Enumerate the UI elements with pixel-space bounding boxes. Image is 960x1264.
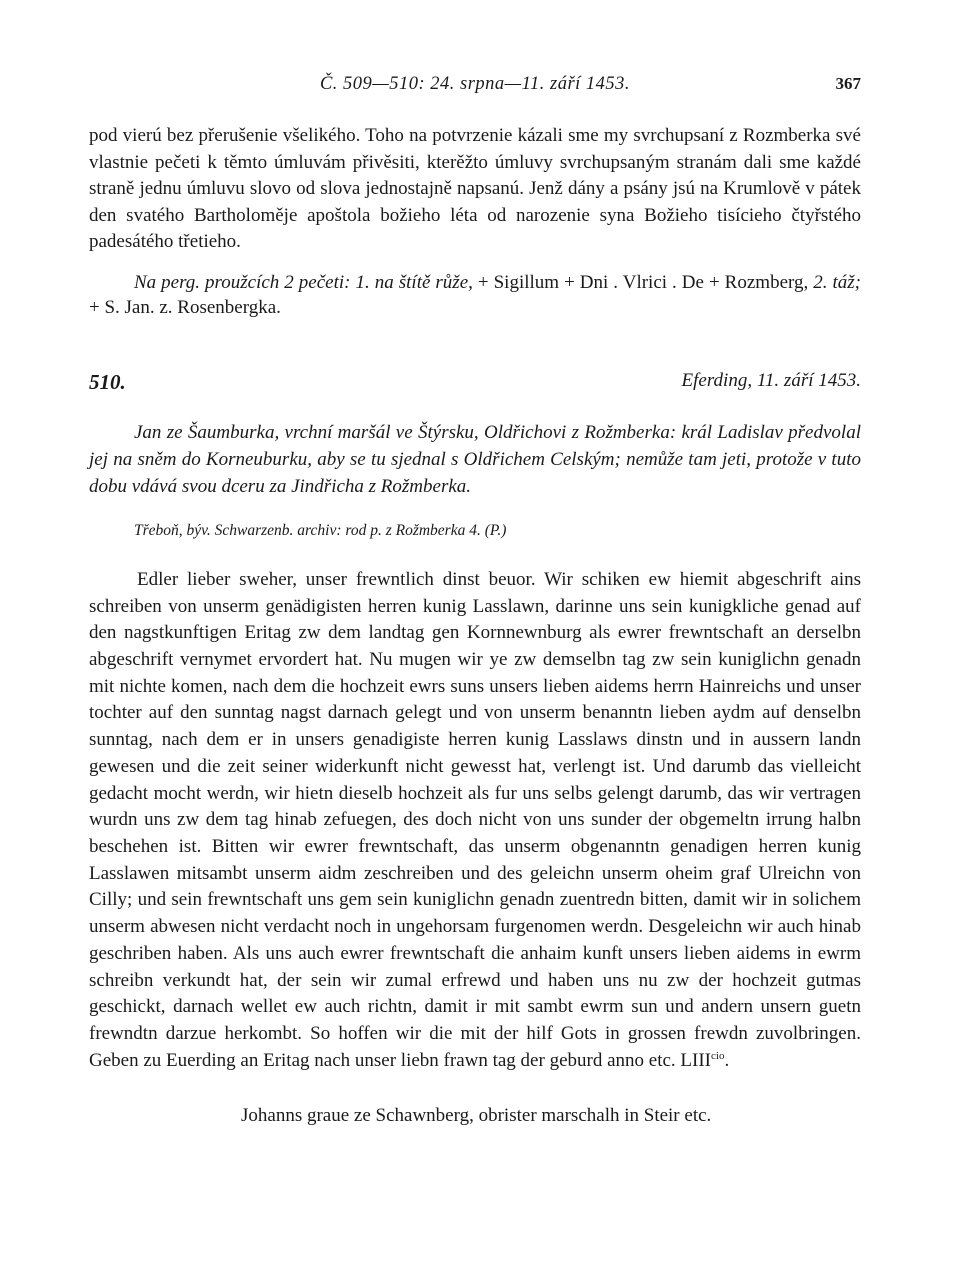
document-source: Třeboň, býv. Schwarzenb. archiv: rod p. z Rožmberka 4. (P.) (134, 521, 507, 539)
running-head (89, 74, 861, 104)
seal-note-part3: 2. táž; (813, 271, 862, 293)
running-head-title: Č. 509—510: 24. srpna—11. září 1453. (319, 74, 631, 94)
seal-note-part2: + Sigillum + Dni . Vlrici . De + Rozmberg, (472, 271, 814, 293)
date-superscript: cio (711, 1049, 725, 1062)
previous-document-text: pod vierú bez přerušenie všelikého. Toho na potvrzenie kázali sme my svrchupsaní z Rozmberka své vlastnie pečeti k těmto úmluvám přivěsiti, kterěžto úmluvy svrchupsaným stranám dali sme každé straně jednu úmluvu slovo od slova jednostajně napsanú. Jenž dány a psány jsú na Krumlově v pátek den svatého Bartholoměje apoštola božieho léta od narozenie syna Božieho tisícieho čtyřstého padesátého třetieho. (89, 125, 861, 253)
date-end: . (724, 1049, 730, 1071)
document-regest: Jan ze Šaumburka, vrchní maršál ve Štýrsku, Oldřichovi z Rožmberka: král Ladislav předvolal jej na sněm do Korneuburku, aby se tu sjednal s Oldřichem Celským; nemůže tam jeti, protože v tuto dobu vdává svou dceru za Jindřicha z Rožmberka. (89, 421, 861, 497)
document-page (89, 74, 880, 1129)
document-heading (89, 370, 861, 398)
document-body-text: Edler lieber sweher, unser frewntlich dinst beuor. Wir schiken ew hiemit abgeschrift ains schreiben von unserm genädigisten herren kunig Lasslawn, darinne uns sein kunigkliche genad auf den nagstkunftigen Eritag zw dem landtag gen Kornnewnburg als ewrer frewntschaft an derselbn abgeschrift vernymet ervordert hat. Nu mugen wir ye zw demselbn tag zw sein kuniglichn genadn mit nichte komen, nach dem die hochzeit ewrs suns unsers lieben aidems herrn Hainreichs und unser tochter auf den sunntag nagst darnach gelegt und von unserm benanntn lieben aydm auf denselbn sunntag, nach dem er in unsers genadigiste herren kunig Lasslaws dinstn und in aussern landn gewesen und die zeit seiner widerkunft nicht gewesst hat, verlengt ist. Und darumb das vielleicht gedacht mocht werdn, wir hietn dieselb hochzeit als fur uns selbs gelengt darumb, das wir vertragen wurdn uns zw dem tag hinab zefuegen, des doch nicht von uns sunder der obgemeltn irrung halbn beschehen ist. Bitten wir ewrer frewntschaft, das unserm obgenanntn genadigen herren kunig Lasslawen mitsambt unserm aidm zeschreiben und des geleichn unserm oheim graf Ulreichn von Cilly; und sein frewntschaft uns gem sein kuniglichn genadn zuentredn bitten, damit wir in solichem unserm abwesen nicht verdacht noch in ungehorsam furgenomen werdn. Desgeleichn wir auch hinab geschriben haben. Als uns auch ewrer frewntschaft die anhaim kunft unsers lieben aidems in ewrm schreibn verkundt hat, der sein wir zumal erfrewd und haben uns nu zw der hochzeit gutmas geschickt, darnach wellet ew auch richtn, damit ir mit sambt ewrm sun und andern unsern guetn frewndtn darzue herkombt. So hoffen wir die mit der hilf Gots in grossen frewdn zuvolbringen. Geben zu Euerding an Eritag nach unser liebn frawn tag der geburd anno etc. LIII (89, 568, 880, 1071)
seal-note (89, 270, 861, 320)
page-number: 367 (835, 74, 861, 93)
document-signature: Johanns graue ze Schawnberg, obrister marschalh in Steir etc. (241, 1105, 712, 1127)
seal-note-part4: + S. Jan. z. Rosenbergka. (89, 296, 281, 318)
document-body (89, 567, 880, 1074)
document-place-date: Eferding, 11. září 1453. (681, 369, 861, 391)
document-number: 510. (89, 369, 126, 394)
seal-note-part1: Na perg. proužcích 2 pečeti: 1. na štítě růže, (134, 271, 473, 293)
